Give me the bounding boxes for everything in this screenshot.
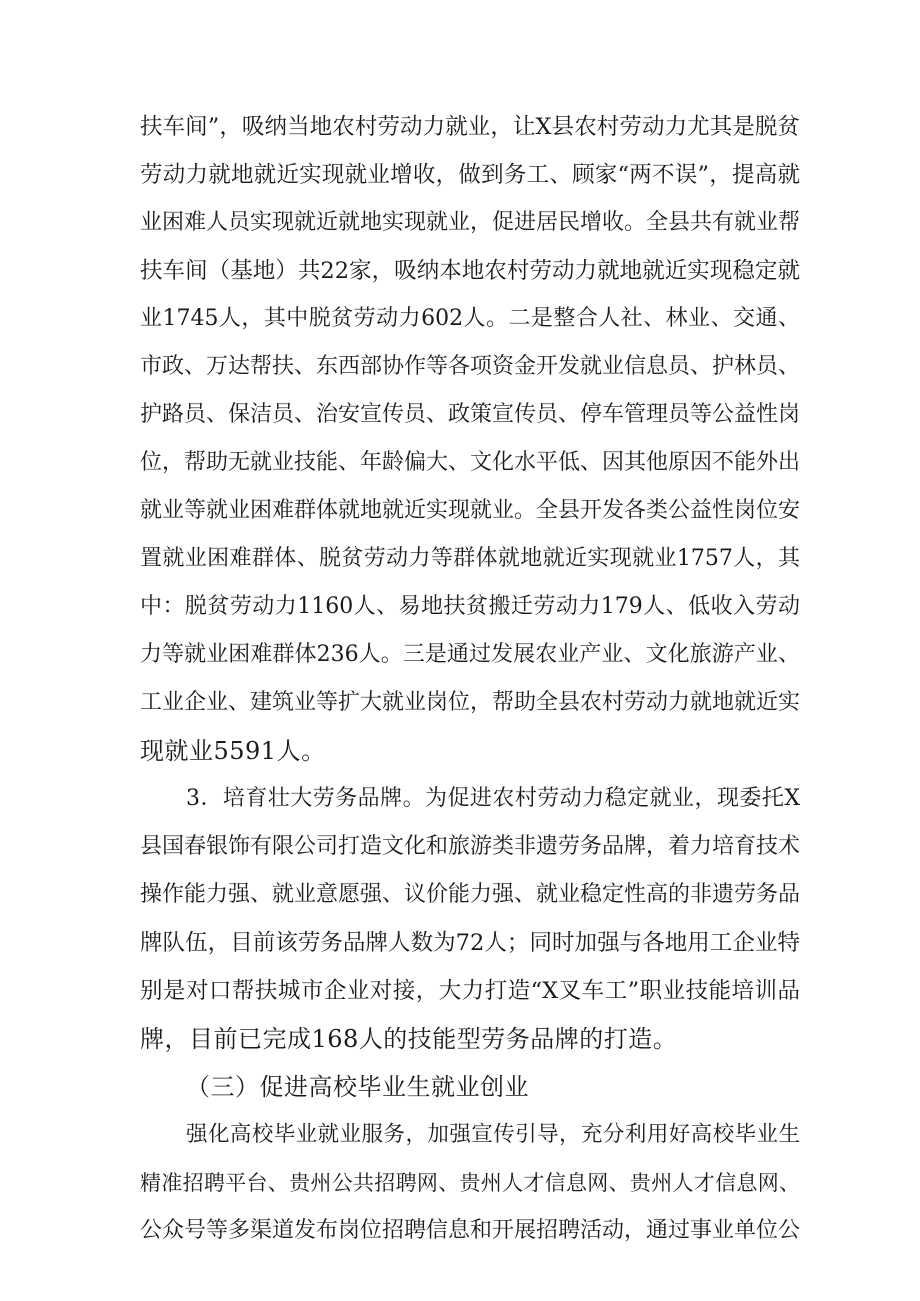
section-heading: （三）促进高校毕业生就业创业 bbox=[186, 1073, 529, 1101]
text-line: 牌队伍，目前该劳务品牌人数为72人；同时加强与各地用工企业特 bbox=[140, 930, 800, 956]
text-line: 牌，目前已完成168人的技能型劳务品牌的打造。 bbox=[140, 1025, 678, 1053]
text-line: 操作能力强、就业意愿强、议价能力强、就业稳定性高的非遗劳务品 bbox=[140, 882, 801, 907]
text-line: 力等就业困难群体236人。三是通过发展农业产业、文化旅游产业、 bbox=[140, 642, 800, 667]
text-line: 扶车间（基地）共22家，吸纳本地农村劳动力就地就近实现稳定就 bbox=[140, 258, 800, 284]
text-line: 精准招聘平台、贵州公共招聘网、贵州人才信息网、贵州人才信息网、 bbox=[140, 1171, 800, 1195]
text-line: 现就业5591人。 bbox=[140, 737, 326, 765]
text-line: 业困难人员实现就近就地实现就业，促进居民增收。全县共有就业帮 bbox=[140, 210, 801, 235]
text-line: 3．培育壮大劳务品牌。为促进农村劳动力稳定就业，现委托X bbox=[186, 786, 800, 811]
text-line: 就业等就业困难群体就地就近实现就业。全县开发各类公益性岗位安 bbox=[140, 498, 801, 523]
text-line: 位，帮助无就业技能、年龄偏大、文化水平低、因其他原因不能外出 bbox=[140, 450, 801, 475]
text-line: 工业企业、建筑业等扩大就业岗位，帮助全县农村劳动力就地就近实 bbox=[140, 690, 801, 715]
text-line: 强化高校毕业就业服务，加强宣传引导，充分利用好高校毕业生 bbox=[186, 1122, 800, 1147]
text-line: 业1745人，其中脱贫劳动力602人。二是整合人社、林业、交通、 bbox=[140, 306, 800, 331]
text-line: 县国春银饰有限公司打造文化和旅游类非遗劳务品牌，着力培育技术 bbox=[140, 834, 801, 859]
text-line: 别是对口帮扶城市企业对接，大力打造“X叉车工”职业技能培训品 bbox=[140, 978, 800, 1004]
text-line: 市政、万达帮扶、东西部协作等各项资金开发就业信息员、护林员、 bbox=[140, 354, 801, 379]
text-line: 置就业困难群体、脱贫劳动力等群体就地就近实现就业1757人，其 bbox=[140, 546, 800, 571]
text-line: 护路员、保洁员、治安宣传员、政策宣传员、停车管理员等公益性岗 bbox=[140, 402, 801, 427]
text-line: 中：脱贫劳动力1160人、易地扶贫搬迁劳动力179人、低收入劳动 bbox=[140, 594, 800, 619]
text-line: 公众号等多渠道发布岗位招聘信息和开展招聘活动，通过事业单位公 bbox=[140, 1218, 801, 1243]
text-line: 扶车间”，吸纳当地农村劳动力就业，让X县农村劳动力尤其是脱贫 bbox=[140, 114, 800, 140]
text-line: 劳动力就地就近实现就业增收，做到务工、顾家“两不误”，提高就 bbox=[140, 162, 800, 188]
